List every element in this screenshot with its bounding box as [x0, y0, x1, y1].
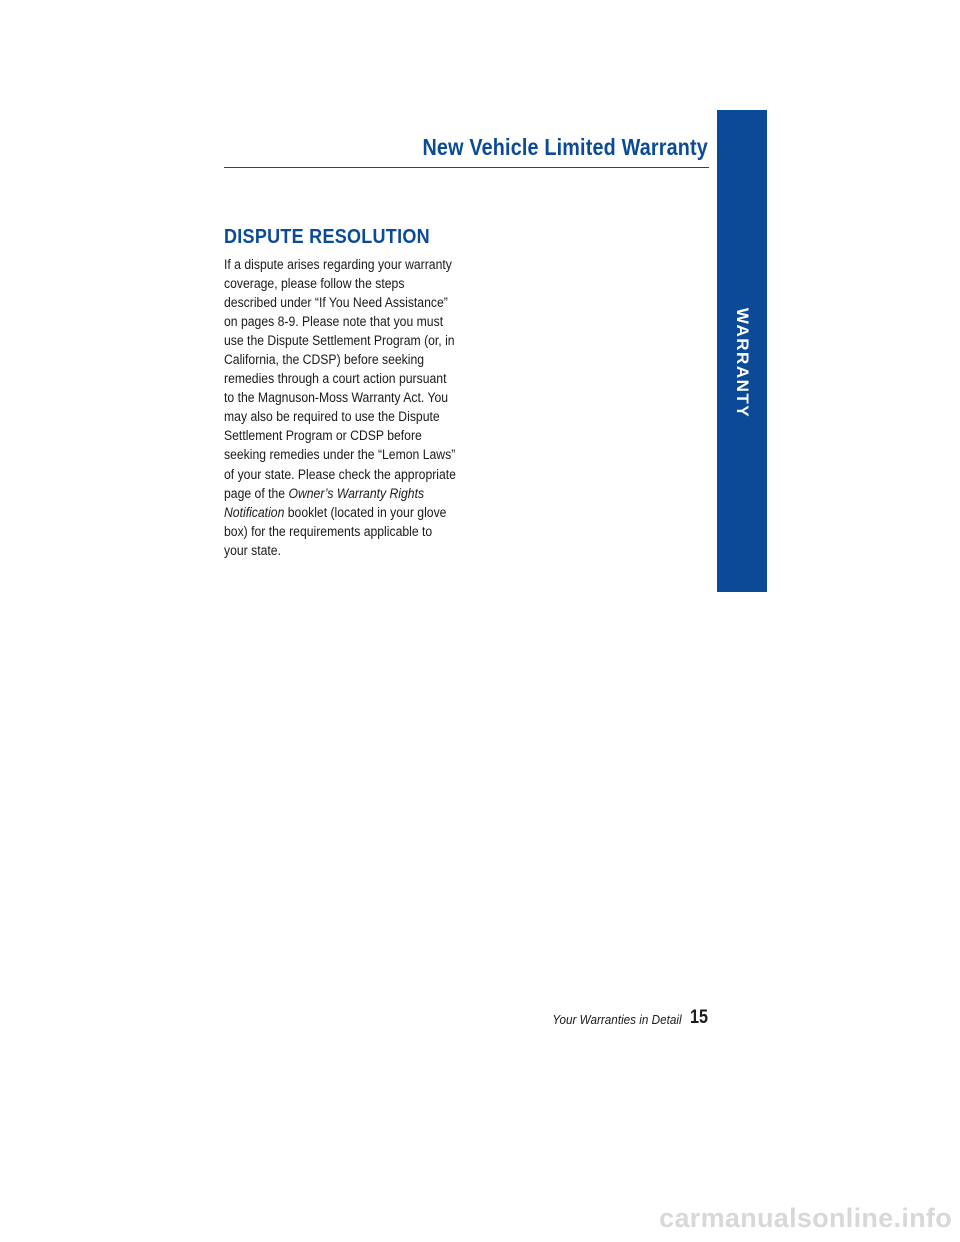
body-line: may also be required to use the Dispute: [224, 409, 440, 426]
body-line: of your state. Please check the appropriate: [224, 466, 456, 483]
body-line: to the Magnuson-Moss Warranty Act. You: [224, 390, 449, 407]
section-tab-label-wrapper: [732, 307, 752, 419]
body-line: coverage, please follow the steps: [224, 276, 405, 293]
footer-section-label: Your Warranties in Detail: [552, 1012, 682, 1027]
booklet-title-part2: Notification: [224, 504, 285, 521]
body-line: If a dispute arises regarding your warranty: [224, 257, 452, 273]
body-line: California, the CDSP) before seeking: [224, 352, 425, 369]
body-line: [224, 504, 456, 523]
body-line: [224, 485, 456, 504]
body-line: your state.: [224, 542, 281, 559]
body-line: use the Dispute Settlement Program (or, in: [224, 333, 455, 350]
page-number: 15: [690, 1007, 708, 1028]
watermark-text: carmanualsonline.info: [659, 1203, 952, 1233]
body-line: Settlement Program or CDSP before: [224, 428, 422, 445]
body-line: described under “If You Need Assistance”: [224, 295, 448, 312]
section-tab-label: WARRANTY: [733, 307, 752, 419]
section-heading: DISPUTE RESOLUTION: [224, 226, 430, 248]
body-line: seeking remedies under the “Lemon Laws”: [224, 447, 456, 464]
booklet-title-part1: Owner’s Warranty Rights: [288, 485, 425, 502]
body-line: box) for the requirements applicable to: [224, 523, 433, 540]
page-title: New Vehicle Limited Warranty: [422, 134, 708, 160]
body-line: remedies through a court action pursuant: [224, 371, 447, 388]
header-divider: [224, 167, 709, 168]
body-paragraph: [224, 256, 456, 561]
body-line: on pages 8-9. Please note that you must: [224, 314, 444, 331]
body-text-segment: page of the: [224, 485, 289, 502]
body-text-segment: booklet (located in your glove: [284, 504, 447, 521]
